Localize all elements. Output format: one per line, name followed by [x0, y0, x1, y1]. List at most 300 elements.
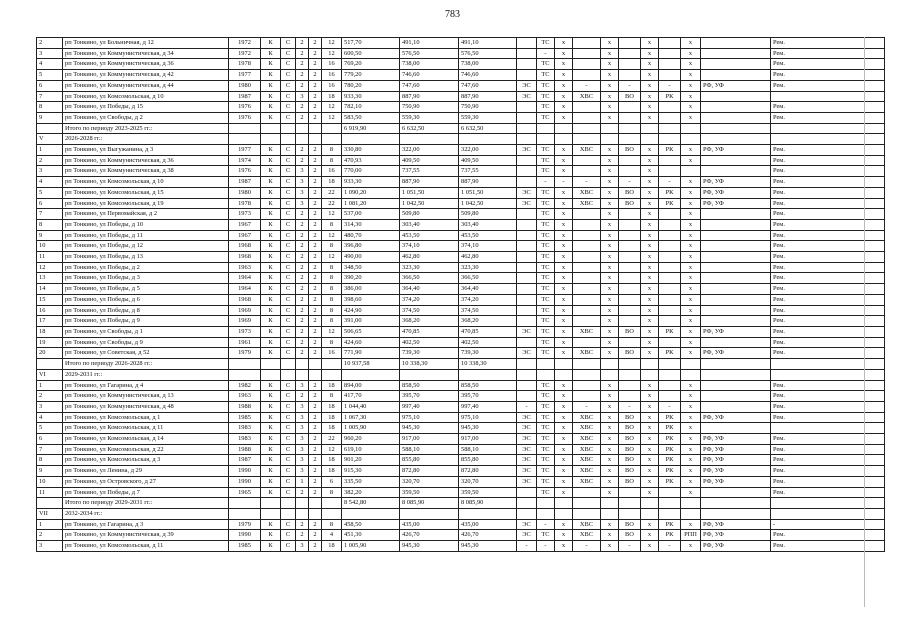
build-year-cell: 1987: [229, 455, 261, 466]
period-total-value: 6 632,50: [459, 123, 517, 134]
housing-register-table: [36, 37, 885, 552]
work-heating-cell: ТС: [537, 145, 555, 156]
work-drainage-cell: ВО: [619, 412, 641, 423]
floors-cell: 3: [296, 380, 309, 391]
work-notes-cell: Рем.: [771, 70, 885, 81]
total-area-cell: 933,30: [342, 91, 400, 102]
residential-area-cell: 872,80: [459, 466, 517, 477]
address-cell: рп Тонкино, ул Комсомольская, д 1: [63, 412, 229, 423]
work-cold-water-cell: [573, 70, 601, 81]
living-area-cell: 366,50: [400, 273, 459, 284]
work-roof-mark-cell: х: [681, 348, 701, 359]
total-area-cell: 619,10: [342, 444, 400, 455]
work-electric-cell: ЭС: [517, 466, 537, 477]
residential-area-cell: 322,00: [459, 145, 517, 156]
work-roof-cell: [659, 316, 681, 327]
build-year-cell: 1963: [229, 262, 261, 273]
entrances-cell: 2: [309, 48, 322, 59]
apartments-cell: 16: [322, 80, 342, 91]
row-number-cell: 1: [37, 380, 63, 391]
floors-cell: 3: [296, 187, 309, 198]
wall-material-cell: К: [261, 273, 281, 284]
building-row: [37, 391, 885, 402]
build-year-cell: 1963: [229, 391, 261, 402]
residential-area-cell: 997,40: [459, 401, 517, 412]
work-drainage-mark-cell: х: [641, 391, 659, 402]
work-drainage-cell: ВО: [619, 326, 641, 337]
roof-type-cell: С: [281, 273, 296, 284]
building-row: [37, 273, 885, 284]
work-heating-cell: ТС: [537, 59, 555, 70]
total-area-cell: 583,50: [342, 112, 400, 123]
address-cell: рп Тонкино, ул Комсомольская, д 10: [63, 91, 229, 102]
entrances-cell: 2: [309, 241, 322, 252]
work-cold-water-mark-cell: х: [601, 262, 619, 273]
work-heating-cell: -: [537, 519, 555, 530]
empty-cell: [601, 369, 619, 380]
work-drainage-cell: ВО: [619, 348, 641, 359]
work-roof-mark-cell: х: [681, 444, 701, 455]
work-drainage-cell: ВО: [619, 519, 641, 530]
work-roof-mark-cell: х: [681, 80, 701, 91]
empty-cell: [659, 369, 681, 380]
total-area-cell: 335,50: [342, 476, 400, 487]
work-drainage-cell: ВО: [619, 455, 641, 466]
living-area-cell: 374,50: [400, 305, 459, 316]
roof-type-cell: С: [281, 284, 296, 295]
work-heating-cell: ТС: [537, 273, 555, 284]
work-cold-water-cell: [573, 337, 601, 348]
row-number-cell: 3: [37, 166, 63, 177]
row-number-cell: 3: [37, 541, 63, 552]
total-area-cell: 424,90: [342, 305, 400, 316]
work-cold-water-cell: ХВС: [573, 530, 601, 541]
work-cold-water-cell: [573, 219, 601, 230]
row-number-cell: 2: [37, 391, 63, 402]
floors-cell: 2: [296, 230, 309, 241]
period-total-label: Итого по периоду 2029-2031 гг.:: [63, 498, 229, 509]
work-cold-water-cell: ХВС: [573, 187, 601, 198]
residential-area-cell: 855,80: [459, 455, 517, 466]
empty-cell: [229, 359, 261, 370]
empty-cell: [517, 359, 537, 370]
building-row: [37, 262, 885, 273]
row-number-cell: 6: [37, 80, 63, 91]
work-heating-mark-cell: х: [555, 284, 573, 295]
apartments-cell: 18: [322, 466, 342, 477]
work-facade-cell: [701, 273, 771, 284]
address-cell: рп Тонкино, ул Комсомольская, д 15: [63, 187, 229, 198]
floors-cell: 3: [296, 541, 309, 552]
residential-area-cell: 746,60: [459, 70, 517, 81]
address-cell: рп Тонкино, ул Гагарина, д 3: [63, 519, 229, 530]
residential-area-cell: 917,00: [459, 434, 517, 445]
roof-type-cell: С: [281, 455, 296, 466]
work-roof-mark-cell: х: [681, 519, 701, 530]
living-area-cell: 588,10: [400, 444, 459, 455]
roof-type-cell: С: [281, 187, 296, 198]
roof-type-cell: С: [281, 466, 296, 477]
work-cold-water-mark-cell: х: [601, 252, 619, 263]
empty-cell: [601, 498, 619, 509]
work-facade-cell: РФ, УФ: [701, 80, 771, 91]
work-cold-water-mark-cell: х: [601, 48, 619, 59]
work-heating-mark-cell: х: [555, 487, 573, 498]
work-roof-cell: -: [659, 401, 681, 412]
work-cold-water-cell: ХВС: [573, 145, 601, 156]
work-drainage-mark-cell: х: [641, 541, 659, 552]
row-number-cell: 5: [37, 423, 63, 434]
work-heating-cell: ТС: [537, 155, 555, 166]
work-heating-mark-cell: х: [555, 316, 573, 327]
work-heating-cell: ТС: [537, 434, 555, 445]
work-facade-cell: [701, 48, 771, 59]
apartments-cell: 12: [322, 230, 342, 241]
empty-cell: [619, 498, 641, 509]
work-heating-mark-cell: х: [555, 541, 573, 552]
empty-cell: [261, 359, 281, 370]
period-total-value: 10 338,30: [459, 359, 517, 370]
build-year-cell: 1967: [229, 230, 261, 241]
build-year-cell: 1964: [229, 273, 261, 284]
work-heating-cell: ТС: [537, 412, 555, 423]
work-drainage-mark-cell: х: [641, 145, 659, 156]
work-heating-mark-cell: х: [555, 530, 573, 541]
empty-cell: [601, 134, 619, 145]
work-drainage-mark-cell: х: [641, 166, 659, 177]
empty-cell: [459, 508, 517, 519]
empty-cell: [573, 123, 601, 134]
empty-cell: [400, 369, 459, 380]
work-facade-cell: РФ, УФ: [701, 198, 771, 209]
build-year-cell: 1982: [229, 380, 261, 391]
work-cold-water-cell: [573, 112, 601, 123]
work-cold-water-cell: ХВС: [573, 455, 601, 466]
work-cold-water-mark-cell: х: [601, 326, 619, 337]
work-notes-cell: Рем.: [771, 59, 885, 70]
work-drainage-cell: [619, 241, 641, 252]
work-heating-cell: ТС: [537, 284, 555, 295]
work-electric-cell: [517, 166, 537, 177]
total-area-cell: 391,00: [342, 316, 400, 327]
work-roof-mark-cell: х: [681, 337, 701, 348]
empty-cell: [229, 123, 261, 134]
work-facade-cell: [701, 487, 771, 498]
entrances-cell: 2: [309, 444, 322, 455]
total-area-cell: 348,50: [342, 262, 400, 273]
work-electric-cell: [517, 316, 537, 327]
wall-material-cell: К: [261, 112, 281, 123]
row-number-cell: 2: [37, 155, 63, 166]
work-facade-cell: РФ, УФ: [701, 541, 771, 552]
empty-cell: [296, 134, 309, 145]
floors-cell: 3: [296, 198, 309, 209]
address-cell: рп Тонкино, ул Победы, д 2: [63, 262, 229, 273]
work-roof-mark-cell: х: [681, 316, 701, 327]
building-row: [37, 166, 885, 177]
work-roof-cell: РК: [659, 444, 681, 455]
residential-area-cell: 858,50: [459, 380, 517, 391]
section-header-row: [37, 134, 885, 145]
work-notes-cell: -: [771, 519, 885, 530]
empty-cell: [701, 123, 771, 134]
row-number-cell: 8: [37, 102, 63, 113]
work-drainage-cell: [619, 102, 641, 113]
wall-material-cell: К: [261, 145, 281, 156]
empty-cell: [641, 123, 659, 134]
work-drainage-mark-cell: х: [641, 348, 659, 359]
wall-material-cell: К: [261, 48, 281, 59]
wall-material-cell: К: [261, 209, 281, 220]
total-area-cell: 382,20: [342, 487, 400, 498]
empty-cell: [619, 359, 641, 370]
row-number-cell: 4: [37, 59, 63, 70]
work-facade-cell: РФ, УФ: [701, 412, 771, 423]
residential-area-cell: 395,70: [459, 391, 517, 402]
total-area-cell: 424,60: [342, 337, 400, 348]
work-electric-cell: [517, 337, 537, 348]
empty-cell: [701, 359, 771, 370]
work-roof-mark-cell: х: [681, 412, 701, 423]
work-notes-cell: Рем.: [771, 541, 885, 552]
wall-material-cell: К: [261, 91, 281, 102]
row-number-cell: 13: [37, 273, 63, 284]
floors-cell: 3: [296, 423, 309, 434]
total-area-cell: 386,00: [342, 284, 400, 295]
build-year-cell: 1990: [229, 466, 261, 477]
living-area-cell: 739,30: [400, 348, 459, 359]
empty-cell: [619, 134, 641, 145]
wall-material-cell: К: [261, 38, 281, 49]
roof-type-cell: С: [281, 70, 296, 81]
entrances-cell: 2: [309, 476, 322, 487]
entrances-cell: 2: [309, 380, 322, 391]
work-roof-mark-cell: [681, 166, 701, 177]
work-roof-cell: -: [659, 80, 681, 91]
floors-cell: 3: [296, 401, 309, 412]
work-heating-mark-cell: х: [555, 209, 573, 220]
building-row: [37, 444, 885, 455]
entrances-cell: 2: [309, 348, 322, 359]
floors-cell: 2: [296, 530, 309, 541]
entrances-cell: 2: [309, 59, 322, 70]
entrances-cell: 2: [309, 230, 322, 241]
empty-cell: [400, 508, 459, 519]
work-cold-water-cell: [573, 391, 601, 402]
work-cold-water-mark-cell: х: [601, 305, 619, 316]
floors-cell: 1: [296, 476, 309, 487]
work-notes-cell: Рем.: [771, 273, 885, 284]
empty-cell: [537, 369, 555, 380]
empty-cell: [322, 359, 342, 370]
work-cold-water-mark-cell: х: [601, 316, 619, 327]
build-year-cell: 1988: [229, 444, 261, 455]
apartments-cell: 12: [322, 444, 342, 455]
entrances-cell: 2: [309, 487, 322, 498]
building-row: [37, 530, 885, 541]
residential-area-cell: 509,80: [459, 209, 517, 220]
work-facade-cell: РФ, УФ: [701, 466, 771, 477]
work-notes-cell: Рем.: [771, 466, 885, 477]
wall-material-cell: К: [261, 348, 281, 359]
roof-type-cell: С: [281, 316, 296, 327]
wall-material-cell: К: [261, 187, 281, 198]
residential-area-cell: 453,50: [459, 230, 517, 241]
floors-cell: 2: [296, 209, 309, 220]
work-roof-mark-cell: х: [681, 284, 701, 295]
address-cell: рп Тонкино, ул Победы, д 3: [63, 273, 229, 284]
work-cold-water-mark-cell: х: [601, 219, 619, 230]
build-year-cell: 1987: [229, 91, 261, 102]
work-drainage-cell: [619, 230, 641, 241]
work-drainage-mark-cell: х: [641, 455, 659, 466]
work-electric-cell: [517, 284, 537, 295]
work-heating-mark-cell: х: [555, 80, 573, 91]
address-cell: рп Тонкино, ул Коммунистическая, д 44: [63, 80, 229, 91]
residential-area-cell: 320,70: [459, 476, 517, 487]
work-cold-water-mark-cell: х: [601, 391, 619, 402]
apartments-cell: 8: [322, 294, 342, 305]
work-cold-water-cell: [573, 166, 601, 177]
work-cold-water-cell: [573, 48, 601, 59]
build-year-cell: 1974: [229, 155, 261, 166]
work-drainage-mark-cell: х: [641, 487, 659, 498]
work-cold-water-cell: [573, 209, 601, 220]
work-cold-water-mark-cell: х: [601, 177, 619, 188]
empty-cell: [659, 134, 681, 145]
building-row: [37, 145, 885, 156]
entrances-cell: 2: [309, 326, 322, 337]
total-area-cell: 1 005,90: [342, 423, 400, 434]
work-heating-mark-cell: х: [555, 102, 573, 113]
work-notes-cell: Рем.: [771, 316, 885, 327]
work-drainage-mark-cell: х: [641, 112, 659, 123]
address-cell: рп Тонкино, ул Комсомольская, д 10: [63, 177, 229, 188]
row-number-cell: 10: [37, 476, 63, 487]
work-facade-cell: [701, 112, 771, 123]
entrances-cell: 2: [309, 70, 322, 81]
work-electric-cell: [517, 48, 537, 59]
empty-cell: [601, 508, 619, 519]
work-facade-cell: [701, 166, 771, 177]
living-area-cell: 917,00: [400, 434, 459, 445]
residential-area-cell: 470,85: [459, 326, 517, 337]
living-area-cell: 737,55: [400, 166, 459, 177]
empty-cell: [342, 369, 400, 380]
empty-cell: [641, 508, 659, 519]
apartments-cell: 8: [322, 487, 342, 498]
work-notes-cell: Рем.: [771, 262, 885, 273]
build-year-cell: 1980: [229, 80, 261, 91]
work-drainage-cell: -: [619, 80, 641, 91]
roof-type-cell: С: [281, 541, 296, 552]
work-drainage-cell: -: [619, 401, 641, 412]
work-facade-cell: [701, 316, 771, 327]
empty-cell: [37, 498, 63, 509]
living-area-cell: 426,70: [400, 530, 459, 541]
work-notes-cell: Рем.: [771, 209, 885, 220]
empty-cell: [229, 134, 261, 145]
residential-area-cell: 945,30: [459, 423, 517, 434]
work-roof-cell: РК: [659, 466, 681, 477]
work-cold-water-cell: -: [573, 541, 601, 552]
apartments-cell: 22: [322, 187, 342, 198]
build-year-cell: 1961: [229, 337, 261, 348]
work-roof-cell: РК: [659, 434, 681, 445]
roof-type-cell: С: [281, 252, 296, 263]
work-facade-cell: [701, 59, 771, 70]
residential-area-cell: 1 051,50: [459, 187, 517, 198]
total-area-cell: 330,80: [342, 145, 400, 156]
floors-cell: 2: [296, 219, 309, 230]
work-drainage-mark-cell: х: [641, 316, 659, 327]
work-drainage-cell: [619, 305, 641, 316]
address-cell: рп Тонкино, ул Выгужанина, д 3: [63, 145, 229, 156]
address-cell: рп Тонкино, ул Победы, д 8: [63, 305, 229, 316]
empty-cell: [537, 498, 555, 509]
work-cold-water-cell: ХВС: [573, 326, 601, 337]
work-roof-mark-cell: х: [681, 91, 701, 102]
wall-material-cell: К: [261, 177, 281, 188]
work-drainage-cell: ВО: [619, 476, 641, 487]
work-drainage-mark-cell: х: [641, 444, 659, 455]
living-area-cell: 470,85: [400, 326, 459, 337]
work-notes-cell: Рем.: [771, 444, 885, 455]
entrances-cell: 2: [309, 102, 322, 113]
work-drainage-mark-cell: х: [641, 466, 659, 477]
work-drainage-mark-cell: х: [641, 70, 659, 81]
build-year-cell: 1977: [229, 70, 261, 81]
row-number-cell: 11: [37, 252, 63, 263]
empty-cell: [701, 134, 771, 145]
wall-material-cell: К: [261, 241, 281, 252]
apartments-cell: 18: [322, 91, 342, 102]
page-number: 783: [445, 9, 460, 20]
empty-cell: [322, 123, 342, 134]
empty-cell: [641, 369, 659, 380]
work-heating-mark-cell: х: [555, 112, 573, 123]
wall-material-cell: К: [261, 70, 281, 81]
living-area-cell: 323,30: [400, 262, 459, 273]
build-year-cell: 1976: [229, 102, 261, 113]
building-row: [37, 466, 885, 477]
floors-cell: 2: [296, 241, 309, 252]
work-cold-water-mark-cell: х: [601, 102, 619, 113]
work-drainage-mark-cell: х: [641, 155, 659, 166]
work-notes-cell: Рем.: [771, 412, 885, 423]
work-cold-water-mark-cell: х: [601, 476, 619, 487]
residential-area-cell: 750,90: [459, 102, 517, 113]
address-cell: рп Тонкино, ул Коммунистическая, д 36: [63, 155, 229, 166]
work-heating-mark-cell: х: [555, 391, 573, 402]
address-cell: рп Тонкино, ул Коммунистическая, д 38: [63, 166, 229, 177]
living-area-cell: 975,10: [400, 412, 459, 423]
total-area-cell: 1 081,20: [342, 198, 400, 209]
empty-cell: [641, 498, 659, 509]
empty-cell: [555, 498, 573, 509]
work-heating-cell: ТС: [537, 198, 555, 209]
work-roof-cell: [659, 155, 681, 166]
work-roof-mark-cell: х: [681, 102, 701, 113]
total-area-cell: 480,70: [342, 230, 400, 241]
work-cold-water-mark-cell: х: [601, 59, 619, 70]
section-header-row: [37, 369, 885, 380]
work-roof-mark-cell: х: [681, 230, 701, 241]
apartments-cell: 16: [322, 166, 342, 177]
empty-cell: [309, 359, 322, 370]
building-row: [37, 476, 885, 487]
work-cold-water-mark-cell: х: [601, 38, 619, 49]
